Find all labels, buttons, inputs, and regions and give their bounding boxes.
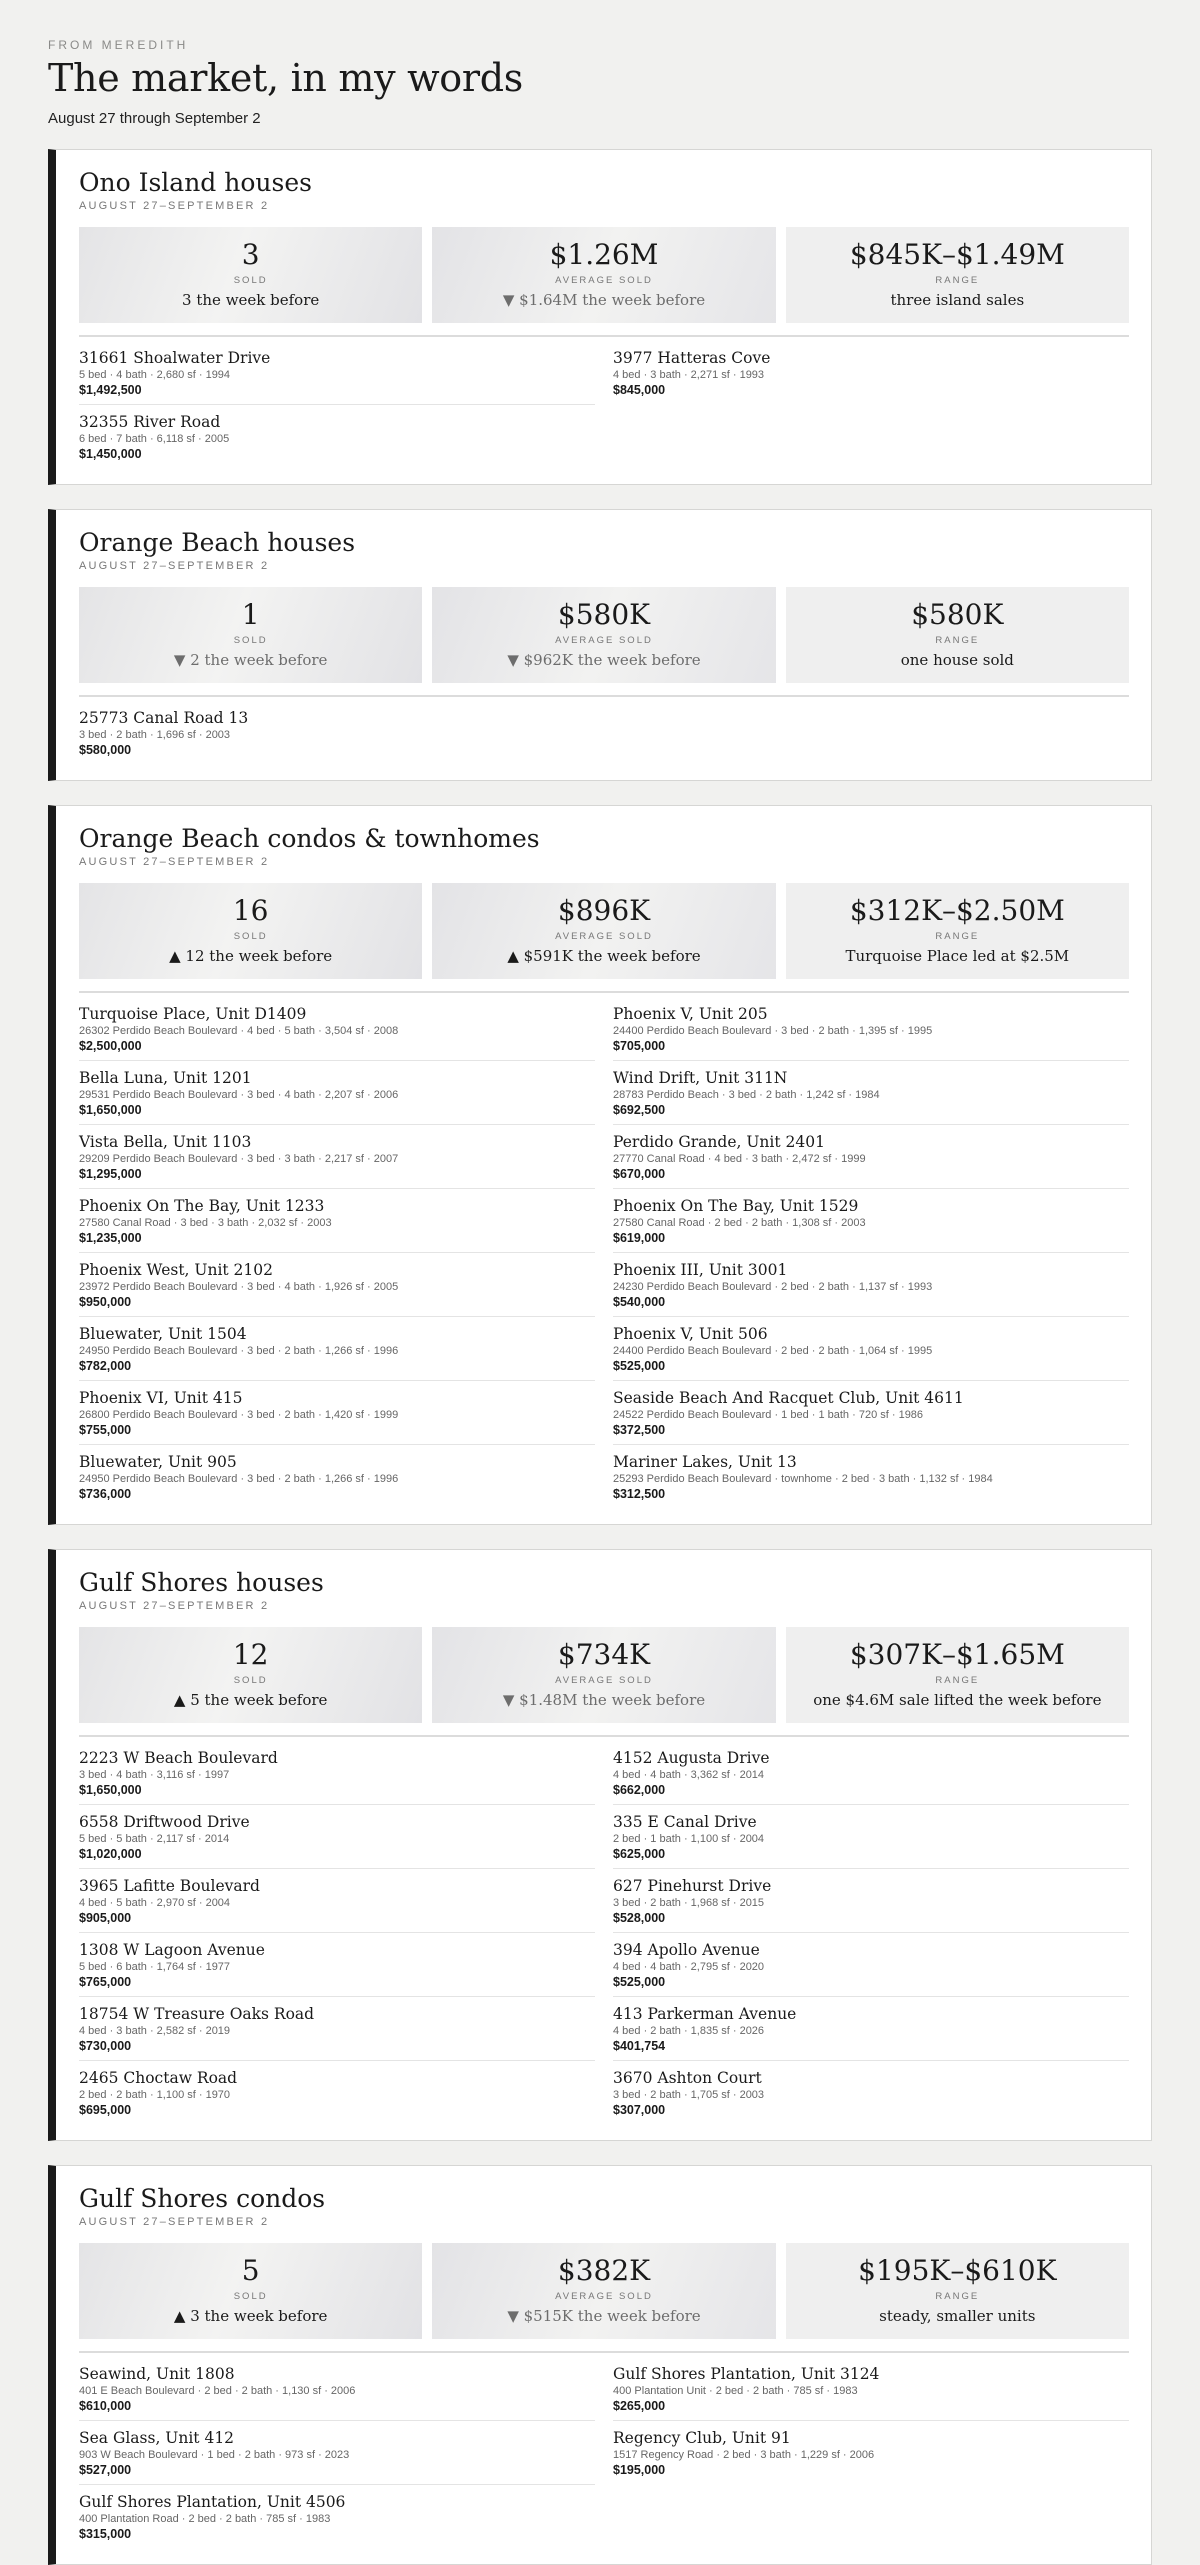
- listing-name: Bluewater, Unit 1504: [79, 1325, 247, 1343]
- listing-detail: 401 E Beach Boulevard · 2 bed · 2 bath · 1,130 sf · 2006: [79, 2385, 356, 2397]
- stat-label: SOLD: [233, 275, 268, 286]
- listing-price: $1,295,000: [79, 1167, 142, 1181]
- stat-value: $382K: [557, 2254, 651, 2287]
- listing-name: 2223 W Beach Boulevard: [79, 1749, 278, 1767]
- listing-detail: 27770 Canal Road · 4 bed · 3 bath · 2,472 sf · 1999: [613, 1153, 866, 1165]
- market-section: [48, 805, 1152, 1525]
- stat-note: ▼ 2 the week before: [173, 651, 328, 669]
- listing-name: Phoenix V, Unit 205: [613, 1005, 768, 1023]
- listing-price: $1,235,000: [79, 1231, 142, 1245]
- listing-detail: 3 bed · 2 bath · 1,696 sf · 2003: [79, 729, 231, 741]
- listings-grid: [79, 2365, 1129, 2548]
- listing-item: [613, 2005, 1129, 2061]
- stats-row: [79, 2243, 1129, 2339]
- listing-item: [79, 413, 595, 468]
- stat-card-sold: [79, 2243, 422, 2339]
- listing-detail: 29531 Perdido Beach Boulevard · 3 bed · 4 bath · 2,207 sf · 2006: [79, 1089, 399, 1101]
- listing-item: [79, 2005, 595, 2061]
- listing-price: $1,650,000: [79, 1783, 142, 1797]
- listing-detail: 5 bed · 5 bath · 2,117 sf · 2014: [79, 1833, 230, 1845]
- listing-detail: 25293 Perdido Beach Boulevard · townhome · 2 bed · 3 bath · 1,132 sf · 1984: [613, 1473, 993, 1485]
- page-title: The market, in my words: [48, 56, 523, 100]
- section-date: AUGUST 27–SEPTEMBER 2: [79, 200, 270, 212]
- stat-label: AVERAGE SOLD: [555, 1675, 653, 1686]
- listing-price: $580,000: [79, 743, 132, 757]
- listing-name: 335 E Canal Drive: [613, 1813, 757, 1831]
- stat-value: $1.26M: [549, 238, 659, 271]
- listing-item: [613, 1813, 1129, 1869]
- stat-label: RANGE: [935, 931, 980, 942]
- section-title: Gulf Shores condos: [79, 2184, 326, 2213]
- stat-note: ▲ 5 the week before: [173, 1691, 328, 1709]
- listing-detail: 27580 Canal Road · 3 bed · 3 bath · 2,032 sf · 2003: [79, 1217, 332, 1229]
- stat-value: 3: [241, 238, 260, 271]
- listing-item: [79, 2429, 595, 2485]
- listing-item: [613, 1453, 1129, 1508]
- listing-detail: 4 bed · 2 bath · 1,835 sf · 2026: [613, 2025, 765, 2037]
- section-date: AUGUST 27–SEPTEMBER 2: [79, 560, 270, 572]
- listing-name: Seaside Beach And Racquet Club, Unit 4611: [613, 1389, 964, 1407]
- listing-item: [613, 1749, 1129, 1805]
- listing-item: [79, 1389, 595, 1445]
- stat-value: 1: [241, 598, 260, 631]
- listing-name: Phoenix VI, Unit 415: [79, 1389, 243, 1407]
- listing-price: $670,000: [613, 1167, 666, 1181]
- listings-column-left: [79, 1749, 595, 2124]
- listing-price: $2,500,000: [79, 1039, 142, 1053]
- stat-label: SOLD: [233, 931, 268, 942]
- market-section: [48, 2165, 1152, 2565]
- listing-item: [613, 1877, 1129, 1933]
- listing-item: [613, 1133, 1129, 1189]
- listing-item: [613, 1197, 1129, 1253]
- stat-label: AVERAGE SOLD: [555, 931, 653, 942]
- stat-value: $845K–$1.49M: [849, 238, 1065, 271]
- listing-price: $312,500: [613, 1487, 666, 1501]
- listing-item: [79, 1813, 595, 1869]
- market-sections: [48, 149, 1152, 2565]
- listing-item: [79, 1453, 595, 1508]
- stat-note: ▼ $962K the week before: [507, 651, 701, 669]
- listing-price: $527,000: [79, 2463, 132, 2477]
- stat-value: $580K: [557, 598, 651, 631]
- listing-name: Seawind, Unit 1808: [79, 2365, 235, 2383]
- listing-name: 3670 Ashton Court: [613, 2069, 762, 2087]
- listing-item: [79, 1069, 595, 1125]
- listing-name: Turquoise Place, Unit D1409: [79, 1005, 307, 1023]
- listing-item: [79, 1005, 595, 1061]
- listing-detail: 5 bed · 6 bath · 1,764 sf · 1977: [79, 1961, 231, 1973]
- section-title: Gulf Shores houses: [79, 1568, 324, 1597]
- stat-label: AVERAGE SOLD: [555, 635, 653, 646]
- stat-note: 3 the week before: [182, 291, 320, 309]
- stat-label: RANGE: [935, 1675, 980, 1686]
- listing-name: 25773 Canal Road 13: [79, 709, 249, 727]
- listing-item: [613, 2429, 1129, 2484]
- listing-name: Mariner Lakes, Unit 13: [613, 1453, 797, 1471]
- listing-price: $372,500: [613, 1423, 666, 1437]
- stat-label: RANGE: [935, 635, 980, 646]
- listings-column-right: [613, 349, 1129, 468]
- listing-name: Bella Luna, Unit 1201: [79, 1069, 252, 1087]
- page-header: [48, 38, 1152, 127]
- listing-name: Perdido Grande, Unit 2401: [613, 1133, 825, 1151]
- listing-price: $662,000: [613, 1783, 666, 1797]
- stats-row: [79, 1627, 1129, 1723]
- section-title: Ono Island houses: [79, 168, 312, 197]
- listing-price: $1,492,500: [79, 383, 142, 397]
- listing-item: [79, 1877, 595, 1933]
- section-title: Orange Beach houses: [79, 528, 356, 557]
- market-section: [48, 1549, 1152, 2141]
- listing-price: $525,000: [613, 1975, 666, 1989]
- listing-item: [79, 2069, 595, 2124]
- stat-value: 16: [232, 894, 269, 927]
- listings-grid: [79, 349, 1129, 468]
- listing-price: $695,000: [79, 2103, 132, 2117]
- listing-price: $736,000: [79, 1487, 132, 1501]
- stat-card-range: [786, 1627, 1129, 1723]
- stat-card-sold: [79, 227, 422, 323]
- listing-detail: 4 bed · 4 bath · 3,362 sf · 2014: [613, 1769, 765, 1781]
- listing-item: [613, 1069, 1129, 1125]
- stat-card-average-sold: [432, 587, 775, 683]
- stat-card-average-sold: [432, 227, 775, 323]
- listing-price: $730,000: [79, 2039, 132, 2053]
- section-divider: [79, 335, 1129, 337]
- listings-grid: [79, 1005, 1129, 1508]
- listings-column-right: [613, 2365, 1129, 2548]
- listing-detail: 400 Plantation Road · 2 bed · 2 bath · 785 sf · 1983: [79, 2513, 331, 2525]
- listing-detail: 27580 Canal Road · 2 bed · 2 bath · 1,308 sf · 2003: [613, 1217, 866, 1229]
- listing-name: 3965 Lafitte Boulevard: [79, 1877, 260, 1895]
- listing-item: [79, 1325, 595, 1381]
- listings-column-left: [79, 349, 595, 468]
- listing-item: [613, 1389, 1129, 1445]
- stat-card-range: [786, 227, 1129, 323]
- listing-detail: 4 bed · 4 bath · 2,795 sf · 2020: [613, 1961, 765, 1973]
- stat-note: one $4.6M sale lifted the week before: [813, 1691, 1102, 1709]
- listing-item: [79, 2365, 595, 2421]
- listing-item: [79, 709, 595, 764]
- listing-price: $315,000: [79, 2527, 132, 2541]
- stat-value: $195K–$610K: [858, 2254, 1057, 2287]
- listing-price: $950,000: [79, 1295, 132, 1309]
- stat-note: ▲ 12 the week before: [169, 947, 333, 965]
- listing-detail: 5 bed · 4 bath · 2,680 sf · 1994: [79, 369, 231, 381]
- stat-note: ▲ 3 the week before: [173, 2307, 328, 2325]
- listing-item: [79, 1941, 595, 1997]
- listing-name: 4152 Augusta Drive: [613, 1749, 770, 1767]
- listing-name: 1308 W Lagoon Avenue: [79, 1941, 265, 1959]
- header-eyebrow: FROM MEREDITH: [48, 38, 189, 52]
- listing-price: $625,000: [613, 1847, 666, 1861]
- stat-label: AVERAGE SOLD: [555, 275, 653, 286]
- listing-detail: 2 bed · 1 bath · 1,100 sf · 2004: [613, 1833, 765, 1845]
- section-date: AUGUST 27–SEPTEMBER 2: [79, 856, 270, 868]
- listing-name: Phoenix III, Unit 3001: [613, 1261, 788, 1279]
- listing-name: 31661 Shoalwater Drive: [79, 349, 271, 367]
- listing-price: $619,000: [613, 1231, 666, 1245]
- listing-price: $1,020,000: [79, 1847, 142, 1861]
- listing-price: $782,000: [79, 1359, 132, 1373]
- listing-item: [79, 1197, 595, 1253]
- listing-item: [613, 2365, 1129, 2421]
- section-title: Orange Beach condos & townhomes: [79, 824, 540, 853]
- listing-name: 6558 Driftwood Drive: [79, 1813, 250, 1831]
- listing-item: [79, 2493, 595, 2548]
- listing-price: $845,000: [613, 383, 666, 397]
- stat-note: one house sold: [900, 651, 1014, 669]
- listing-name: 627 Pinehurst Drive: [613, 1877, 772, 1895]
- stat-card-range: [786, 883, 1129, 979]
- section-divider: [79, 1735, 1129, 1737]
- listing-price: $1,650,000: [79, 1103, 142, 1117]
- stat-card-range: [786, 587, 1129, 683]
- listing-detail: 6 bed · 7 bath · 6,118 sf · 2005: [79, 433, 230, 445]
- listing-price: $755,000: [79, 1423, 132, 1437]
- listing-detail: 24230 Perdido Beach Boulevard · 2 bed · 2 bath · 1,137 sf · 1993: [613, 1281, 933, 1293]
- listing-name: Sea Glass, Unit 412: [79, 2429, 235, 2447]
- listing-detail: 24400 Perdido Beach Boulevard · 2 bed · 2 bath · 1,064 sf · 1995: [613, 1345, 933, 1357]
- stat-value: $312K–$2.50M: [849, 894, 1065, 927]
- listing-detail: 4 bed · 3 bath · 2,582 sf · 2019: [79, 2025, 231, 2037]
- listing-name: 32355 River Road: [79, 413, 221, 431]
- listing-name: 3977 Hatteras Cove: [613, 349, 771, 367]
- listing-name: Vista Bella, Unit 1103: [79, 1133, 252, 1151]
- listing-item: [79, 1133, 595, 1189]
- stat-card-sold: [79, 1627, 422, 1723]
- listing-price: $1,450,000: [79, 447, 142, 461]
- listing-detail: 24522 Perdido Beach Boulevard · 1 bed · 1 bath · 720 sf · 1986: [613, 1409, 924, 1421]
- stat-card-sold: [79, 587, 422, 683]
- listing-detail: 1517 Regency Road · 2 bed · 3 bath · 1,229 sf · 2006: [613, 2449, 875, 2461]
- listing-detail: 24950 Perdido Beach Boulevard · 3 bed · 2 bath · 1,266 sf · 1996: [79, 1473, 399, 1485]
- stat-value: 12: [232, 1638, 269, 1671]
- section-date: AUGUST 27–SEPTEMBER 2: [79, 2216, 270, 2228]
- listing-price: $692,500: [613, 1103, 666, 1117]
- page-subtitle: August 27 through September 2: [48, 110, 261, 127]
- listing-name: 394 Apollo Avenue: [613, 1941, 760, 1959]
- listing-name: 413 Parkerman Avenue: [613, 2005, 797, 2023]
- listing-detail: 28783 Perdido Beach · 3 bed · 2 bath · 1,242 sf · 1984: [613, 1089, 880, 1101]
- stat-note: three island sales: [890, 291, 1025, 309]
- listing-item: [613, 1941, 1129, 1997]
- listing-price: $528,000: [613, 1911, 666, 1925]
- listings-column-right: [613, 1749, 1129, 2124]
- listing-name: Phoenix West, Unit 2102: [79, 1261, 274, 1279]
- listings-column-right: [613, 709, 1129, 764]
- listing-name: Phoenix V, Unit 506: [613, 1325, 768, 1343]
- listing-name: Regency Club, Unit 91: [613, 2429, 791, 2447]
- listings-grid: [79, 709, 1129, 764]
- section-divider: [79, 2351, 1129, 2353]
- stat-note: ▼ $1.64M the week before: [502, 291, 706, 309]
- listing-price: $765,000: [79, 1975, 132, 1989]
- listing-detail: 29209 Perdido Beach Boulevard · 3 bed · 3 bath · 2,217 sf · 2007: [79, 1153, 399, 1165]
- listing-detail: 26302 Perdido Beach Boulevard · 4 bed · 5 bath · 3,504 sf · 2008: [79, 1025, 399, 1037]
- stat-value: $734K: [557, 1638, 651, 1671]
- listing-name: 18754 W Treasure Oaks Road: [79, 2005, 315, 2023]
- listing-name: Gulf Shores Plantation, Unit 4506: [79, 2493, 346, 2511]
- listing-name: Phoenix On The Bay, Unit 1233: [79, 1197, 325, 1215]
- listing-detail: 4 bed · 3 bath · 2,271 sf · 1993: [613, 369, 765, 381]
- stat-note: ▲ $591K the week before: [507, 947, 701, 965]
- listing-price: $705,000: [613, 1039, 666, 1053]
- stat-label: RANGE: [935, 2291, 980, 2302]
- listing-name: Phoenix On The Bay, Unit 1529: [613, 1197, 859, 1215]
- stat-card-sold: [79, 883, 422, 979]
- listing-detail: 3 bed · 2 bath · 1,705 sf · 2003: [613, 2089, 765, 2101]
- listing-name: Wind Drift, Unit 311N: [613, 1069, 788, 1087]
- market-section: [48, 149, 1152, 485]
- listing-price: $195,000: [613, 2463, 666, 2477]
- listing-detail: 400 Plantation Unit · 2 bed · 2 bath · 785 sf · 1983: [613, 2385, 858, 2397]
- stat-card-range: [786, 2243, 1129, 2339]
- listings-column-left: [79, 1005, 595, 1508]
- stat-label: AVERAGE SOLD: [555, 2291, 653, 2302]
- stat-note: steady, smaller units: [879, 2307, 1036, 2325]
- listing-price: $540,000: [613, 1295, 666, 1309]
- listing-detail: 2 bed · 2 bath · 1,100 sf · 1970: [79, 2089, 231, 2101]
- listing-name: Bluewater, Unit 905: [79, 1453, 237, 1471]
- stat-value: $580K: [911, 598, 1004, 631]
- market-section: [48, 509, 1152, 781]
- listing-detail: 903 W Beach Boulevard · 1 bed · 2 bath · 973 sf · 2023: [79, 2449, 350, 2461]
- section-date: AUGUST 27–SEPTEMBER 2: [79, 1600, 270, 1612]
- listing-item: [613, 2069, 1129, 2124]
- listing-item: [613, 1005, 1129, 1061]
- stats-row: [79, 587, 1129, 683]
- listing-name: 2465 Choctaw Road: [79, 2069, 238, 2087]
- stats-row: [79, 227, 1129, 323]
- listing-item: [613, 1325, 1129, 1381]
- listing-detail: 24400 Perdido Beach Boulevard · 3 bed · 2 bath · 1,395 sf · 1995: [613, 1025, 933, 1037]
- stat-card-average-sold: [432, 2243, 775, 2339]
- stat-note: ▼ $515K the week before: [507, 2307, 701, 2325]
- stat-label: RANGE: [935, 275, 980, 286]
- listings-column-left: [79, 2365, 595, 2548]
- listing-item: [79, 349, 595, 405]
- stat-label: SOLD: [233, 635, 268, 646]
- stat-value: $307K–$1.65M: [849, 1638, 1065, 1671]
- stat-card-average-sold: [432, 883, 775, 979]
- stats-row: [79, 883, 1129, 979]
- listing-item: [79, 1749, 595, 1805]
- stat-note: ▼ $1.48M the week before: [502, 1691, 706, 1709]
- listing-item: [613, 349, 1129, 404]
- listing-price: $265,000: [613, 2399, 666, 2413]
- stat-note: Turquoise Place led at $2.5M: [845, 947, 1070, 965]
- listing-detail: 23972 Perdido Beach Boulevard · 3 bed · 4 bath · 1,926 sf · 2005: [79, 1281, 399, 1293]
- listing-detail: 3 bed · 4 bath · 3,116 sf · 1997: [79, 1769, 230, 1781]
- stat-card-average-sold: [432, 1627, 775, 1723]
- listings-grid: [79, 1749, 1129, 2124]
- listing-price: $307,000: [613, 2103, 666, 2117]
- listing-detail: 24950 Perdido Beach Boulevard · 3 bed · 2 bath · 1,266 sf · 1996: [79, 1345, 399, 1357]
- listing-item: [613, 1261, 1129, 1317]
- stat-label: SOLD: [233, 2291, 268, 2302]
- listing-price: $525,000: [613, 1359, 666, 1373]
- listing-detail: 3 bed · 2 bath · 1,968 sf · 2015: [613, 1897, 765, 1909]
- listing-item: [79, 1261, 595, 1317]
- section-divider: [79, 695, 1129, 697]
- listings-column-right: [613, 1005, 1129, 1508]
- listing-price: $401,754: [613, 2039, 666, 2053]
- listing-detail: 26800 Perdido Beach Boulevard · 3 bed · 2 bath · 1,420 sf · 1999: [79, 1409, 399, 1421]
- listing-price: $905,000: [79, 1911, 132, 1925]
- stat-label: SOLD: [233, 1675, 268, 1686]
- listing-name: Gulf Shores Plantation, Unit 3124: [613, 2365, 880, 2383]
- section-divider: [79, 991, 1129, 993]
- listings-column-left: [79, 709, 595, 764]
- stat-value: 5: [241, 2254, 260, 2287]
- stat-value: $896K: [557, 894, 651, 927]
- listing-detail: 4 bed · 5 bath · 2,970 sf · 2004: [79, 1897, 231, 1909]
- listing-price: $610,000: [79, 2399, 132, 2413]
